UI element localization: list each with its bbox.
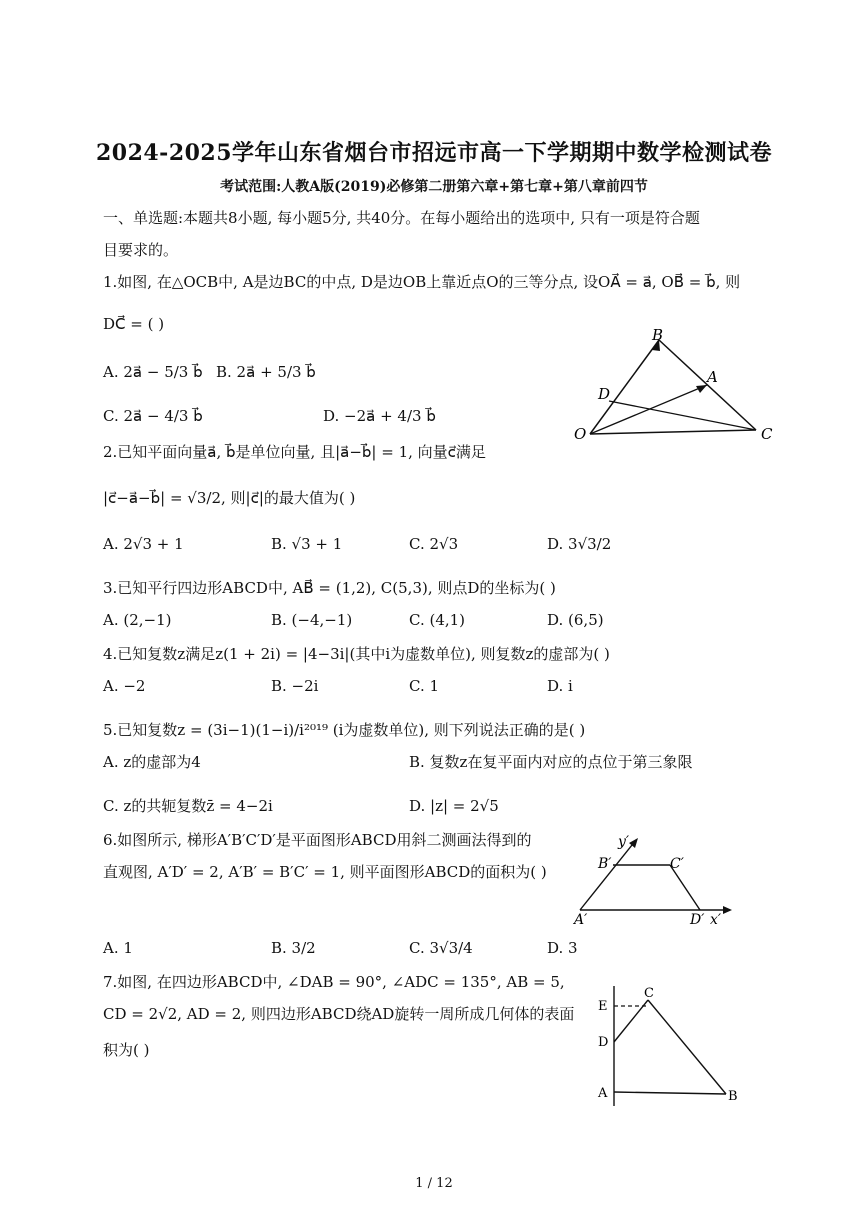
q4-option-a: A. −2 bbox=[103, 677, 146, 695]
q5-stem: 5.已知复数z = (3i−1)(1−i)/i²⁰¹⁹ (i为虚数单位), 则下列说法正确的是( ) bbox=[103, 721, 586, 739]
fig7-label-e: E bbox=[598, 999, 608, 1014]
q1-stem: 1.如图, 在△OCB中, A是边BC的中点, D是边OB上靠近点O的三等分点, 设OA⃗ = a⃗, OB⃗ = b⃗, 则 bbox=[103, 273, 741, 291]
fig7-label-a: A bbox=[598, 1086, 608, 1101]
q3-option-a: A. (2,−1) bbox=[103, 611, 172, 629]
q6-stem-cont: 直观图, A′D′ = 2, A′B′ = B′C′ = 1, 则平面图形ABCD的面积为( ) bbox=[103, 863, 547, 881]
fig1-label-c: C bbox=[761, 425, 773, 443]
q4-option-c: C. 1 bbox=[409, 677, 440, 695]
fig1-label-d: D bbox=[598, 385, 611, 403]
q3-option-d: D. (6,5) bbox=[547, 611, 604, 629]
q2-option-d: D. 3√3/2 bbox=[547, 535, 612, 553]
fig6-label-y: y′ bbox=[618, 834, 630, 850]
q5-option-d: D. |z| = 2√5 bbox=[409, 797, 499, 815]
q6-trapezoid-figure bbox=[560, 828, 740, 928]
q1-triangle-figure bbox=[566, 320, 786, 450]
q5-option-c: C. z的共轭复数z̄ = 4−2i bbox=[103, 797, 273, 815]
fig1-label-o: O bbox=[574, 425, 587, 443]
q4-option-d: D. i bbox=[547, 677, 573, 695]
page-number: 1 / 12 bbox=[415, 1176, 453, 1191]
q4-option-b: B. −2i bbox=[271, 677, 319, 695]
q1-option-b: B. 2a⃗ + 5/3 b⃗ bbox=[216, 363, 316, 381]
q2-option-a: A. 2√3 + 1 bbox=[103, 535, 184, 553]
q7-stem: 7.如图, 在四边形ABCD中, ∠DAB = 90°, ∠ADC = 135°, AB = 5, bbox=[103, 973, 565, 991]
q2-option-c: C. 2√3 bbox=[409, 535, 459, 553]
q1-stem-cont: DC⃗ = ( ) bbox=[103, 315, 165, 333]
q2-stem-cont: |c⃗−a⃗−b⃗| = √3/2, 则|c⃗|的最大值为( ) bbox=[103, 489, 356, 507]
section-heading: 一、单选题:本题共8小题, 每小题5分, 共40分。在每小题给出的选项中, 只有一项是符合题 bbox=[103, 209, 700, 227]
fig6-label-x: x′ bbox=[710, 912, 722, 928]
q5-option-a: A. z的虚部为4 bbox=[103, 753, 201, 771]
fig7-label-b: B bbox=[728, 1089, 738, 1104]
q6-option-c: C. 3√3/4 bbox=[409, 939, 473, 957]
q3-option-c: C. (4,1) bbox=[409, 611, 466, 629]
q3-stem: 3.已知平行四边形ABCD中, AB⃗ = (1,2), C(5,3), 则点D的坐标为( ) bbox=[103, 579, 556, 597]
q3-option-b: B. (−4,−1) bbox=[271, 611, 353, 629]
fig7-label-c: C bbox=[644, 986, 654, 1001]
exam-scope: 考试范围:人教A版(2019)必修第二册第六章+第七章+第八章前四节 bbox=[220, 179, 648, 195]
page-title: 2024-2025学年山东省烟台市招远市高一下学期期中数学检测试卷 bbox=[95, 140, 773, 166]
q2-option-b: B. √3 + 1 bbox=[271, 535, 343, 553]
fig1-label-a: A bbox=[707, 368, 718, 386]
q5-option-b: B. 复数z在复平面内对应的点位于第三象限 bbox=[409, 753, 693, 771]
q6-option-d: D. 3 bbox=[547, 939, 578, 957]
q7-stem-cont2: 积为( ) bbox=[103, 1041, 150, 1059]
q7-quadrilateral-figure bbox=[592, 980, 752, 1110]
q6-stem: 6.如图所示, 梯形A′B′C′D′是平面图形ABCD用斜二测画法得到的 bbox=[103, 831, 532, 849]
q1-option-a: A. 2a⃗ − 5/3 b⃗ bbox=[103, 363, 203, 381]
q1-option-d: D. −2a⃗ + 4/3 b⃗ bbox=[323, 407, 436, 425]
q6-option-b: B. 3/2 bbox=[271, 939, 316, 957]
fig6-label-a: A′ bbox=[574, 912, 588, 928]
fig1-label-b: B bbox=[652, 326, 664, 344]
q6-option-a: A. 1 bbox=[103, 939, 133, 957]
fig7-label-d: D bbox=[598, 1035, 609, 1050]
q1-option-c: C. 2a⃗ − 4/3 b⃗ bbox=[103, 407, 203, 425]
q2-stem: 2.已知平面向量a⃗, b⃗是单位向量, 且|a⃗−b⃗| = 1, 向量c⃗满足 bbox=[103, 443, 486, 461]
fig6-label-c: C′ bbox=[670, 856, 684, 872]
fig6-label-b: B′ bbox=[598, 856, 612, 872]
q7-stem-cont: CD = 2√2, AD = 2, 则四边形ABCD绕AD旋转一周所成几何体的表面 bbox=[103, 1005, 575, 1023]
q4-stem: 4.已知复数z满足z(1 + 2i) = |4−3i|(其中i为虚数单位), 则复数z的虚部为( ) bbox=[103, 645, 610, 663]
section-heading-cont: 目要求的。 bbox=[103, 241, 179, 259]
fig6-label-d: D′ bbox=[690, 912, 705, 928]
